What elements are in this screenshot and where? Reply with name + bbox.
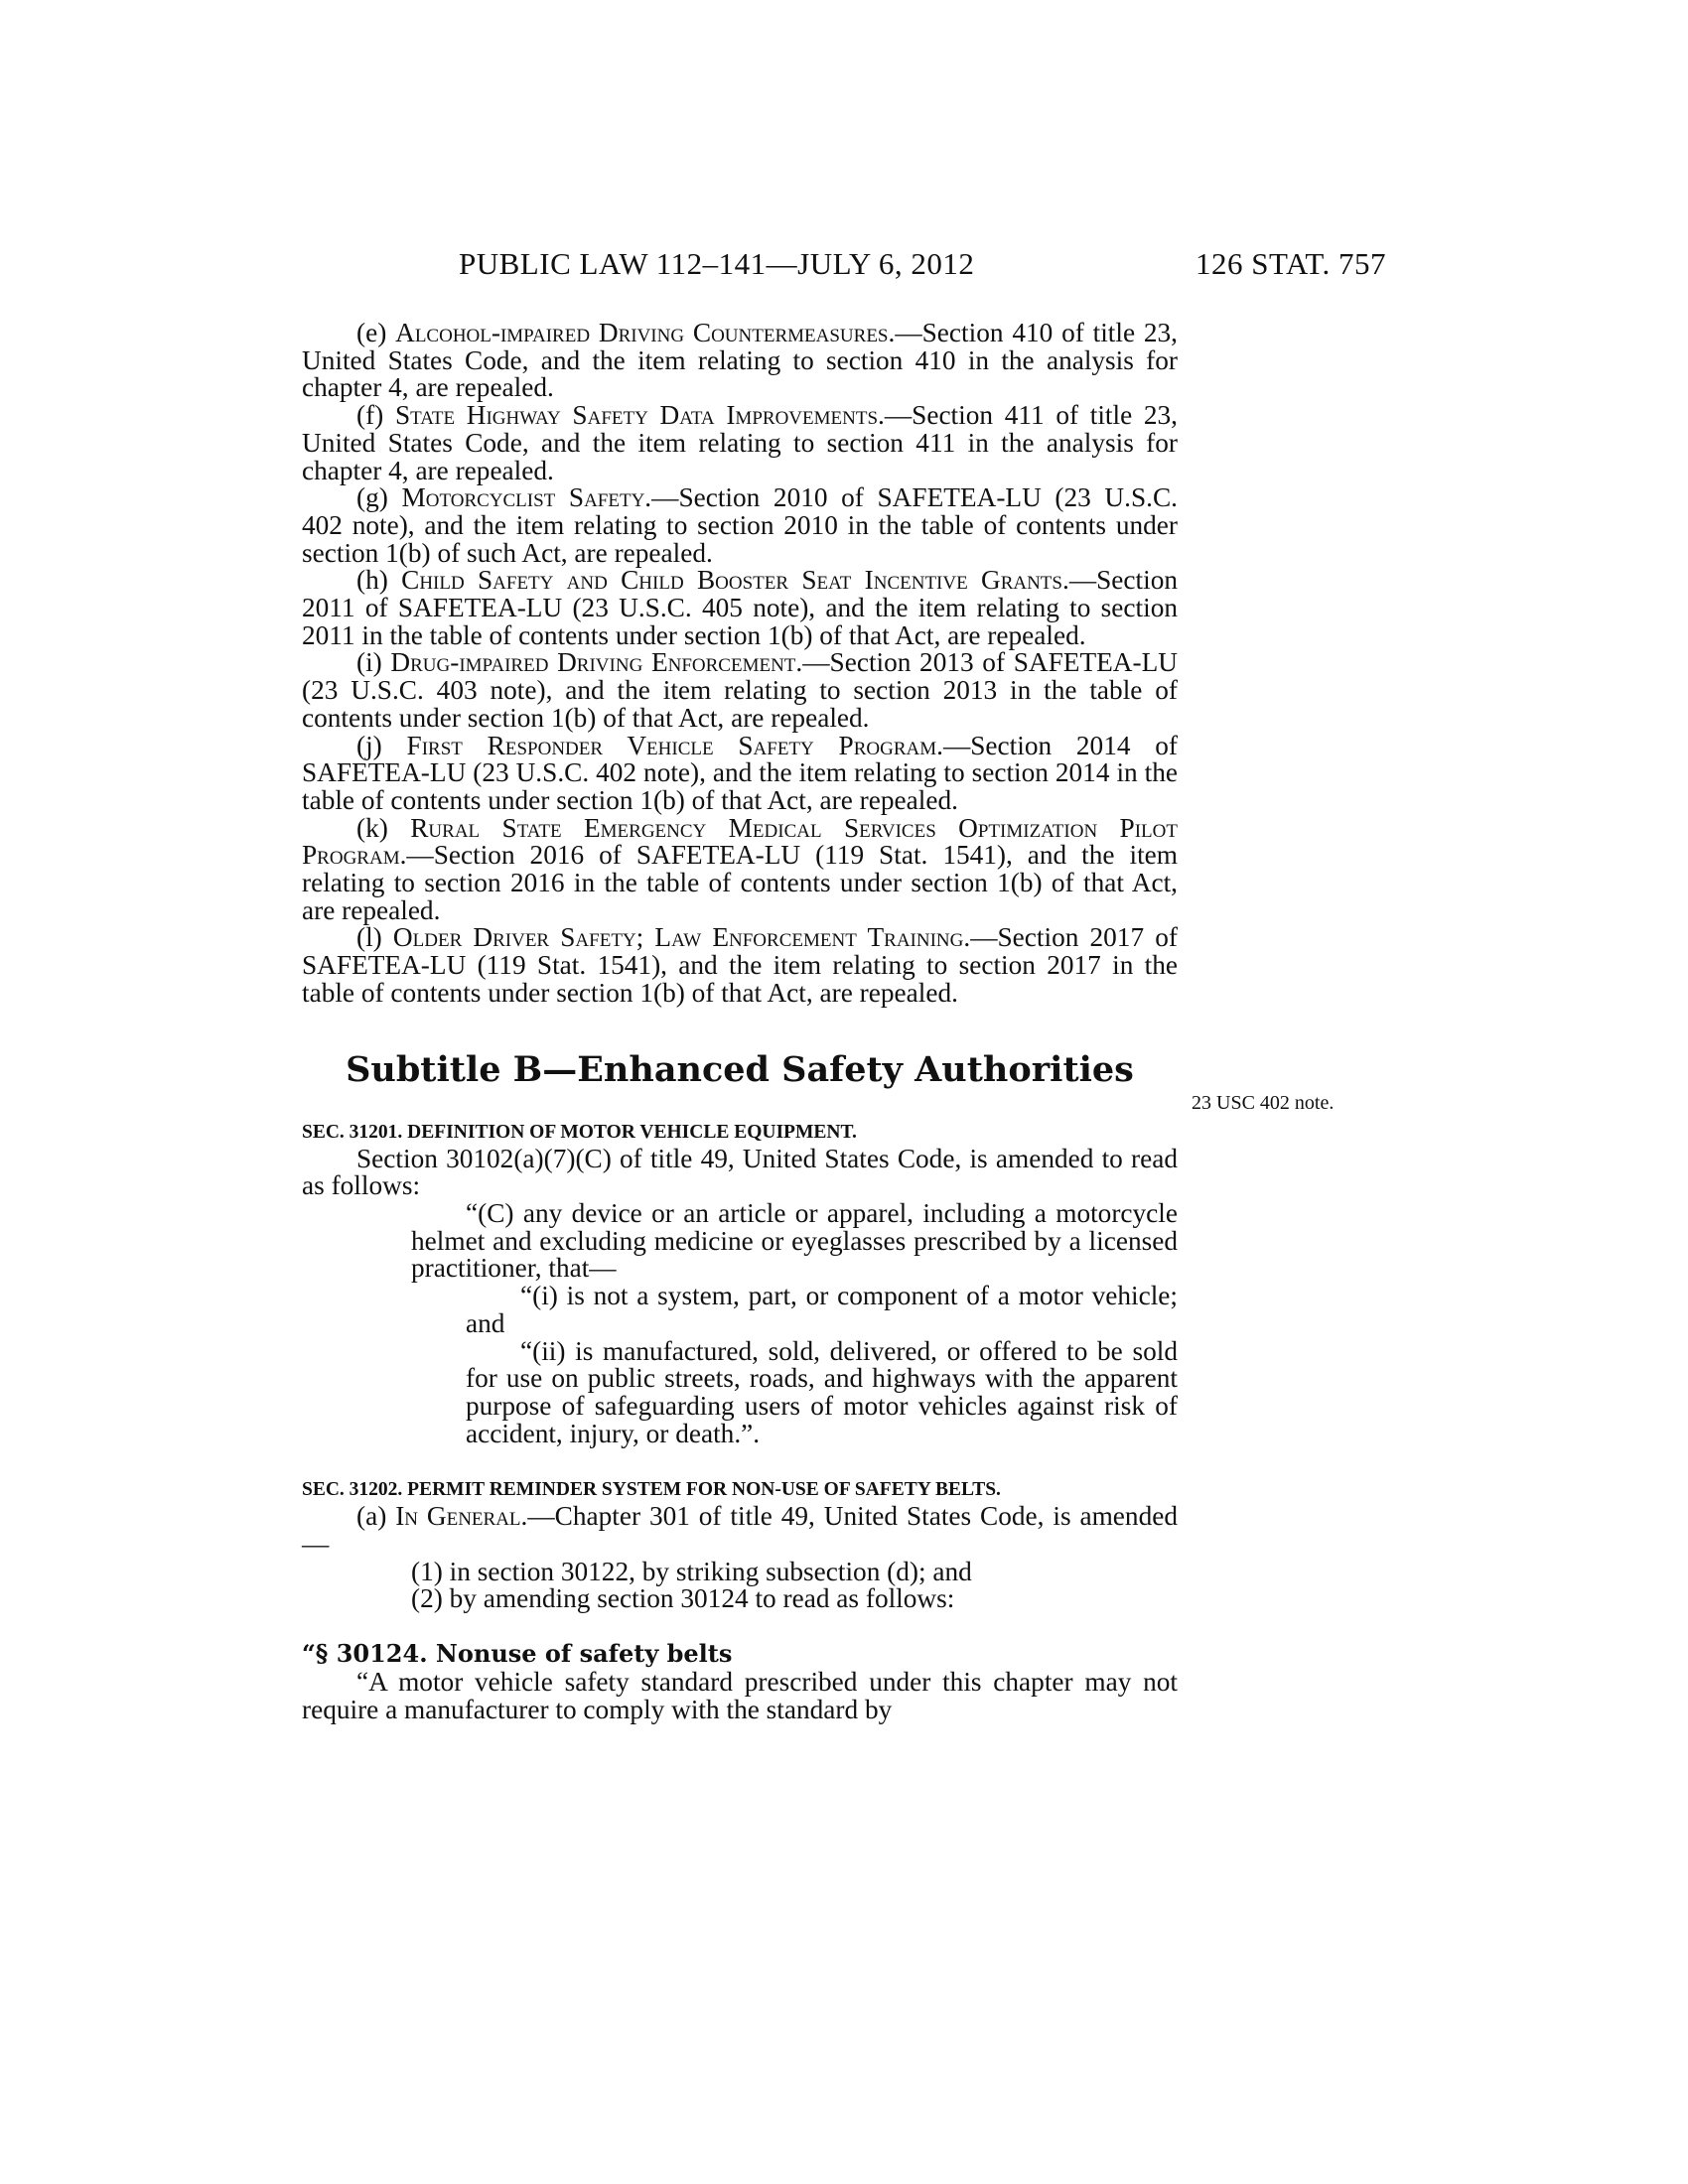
- section-31202-heading: SEC. 31202. PERMIT REMINDER SYSTEM FOR NON-USE OF SAFETY BELTS.: [302, 1479, 1001, 1501]
- paragraph-e: [302, 320, 1178, 402]
- paragraph-h: [302, 567, 1178, 649]
- paragraph-heading: State Highway Safety Data Improvements.: [394, 400, 885, 431]
- list-item-2: (2) by amending section 30124 to read as follows:: [411, 1583, 955, 1614]
- paragraph-g: [302, 484, 1178, 567]
- paragraph-label: (l): [356, 922, 382, 953]
- subsection-a: [302, 1503, 1178, 1558]
- paragraph-label: (j): [356, 730, 382, 760]
- paragraph-i: [302, 649, 1178, 732]
- paragraph-label: (i): [356, 647, 382, 678]
- paragraph-l: [302, 924, 1178, 1007]
- page-number: 126 STAT. 757: [1196, 246, 1387, 281]
- document-body: [302, 320, 1178, 1724]
- section-31201-intro: Section 30102(a)(7)(C) of title 49, United States Code, is amended to read as follows:: [302, 1143, 1178, 1201]
- paragraph-heading: First Responder Vehicle Safety Program.: [406, 730, 943, 760]
- paragraph-heading: Child Safety and Child Booster Seat Incentive Grants.: [401, 565, 1069, 596]
- paragraph-k: [302, 812, 1178, 925]
- paragraph-text: —Section 2014 of SAFETEA-LU (23 U.S.C. 402 note), and the item relating to section 2014 in the table of contents under section 1(b) of that Act, are repealed.: [302, 730, 1179, 815]
- paragraph-text: —Section 2016 of SAFETEA-LU (119 Stat. 1541), and the item relating to section 2016 in the table of contents under section 1(b) of that Act, are repealed.: [302, 840, 1178, 925]
- paragraph-text: —Section 2013 of SAFETEA-LU (23 U.S.C. 403 note), and the item relating to section 2013 in the table of contents under section 1(b) of that Act, are repealed.: [302, 647, 1178, 733]
- paragraph-f: [302, 402, 1178, 484]
- paragraph-label: (g): [356, 482, 388, 513]
- subtitle-heading: Subtitle B—Enhanced Safety Authorities: [346, 1048, 1134, 1090]
- paragraph-text: —Section 2010 of SAFETEA-LU (23 U.S.C. 402 note), and the item relating to section 2010 in the table of contents under section 1(b) of such Act, are repealed.: [302, 482, 1178, 568]
- running-header-title: PUBLIC LAW 112–141—JULY 6, 2012: [459, 246, 975, 281]
- section-31201-heading: SEC. 31201. DEFINITION OF MOTOR VEHICLE EQUIPMENT.: [302, 1121, 857, 1143]
- clause-c: “(C) any device or an article or apparel, including a motorcycle helmet and excluding medicine or eyeglasses prescribed by a licensed practitioner, that—: [411, 1197, 1178, 1284]
- paragraph-text: —Chapter 301 of title 49, United States Code, is amended—: [302, 1501, 1178, 1560]
- clause-i: “(i) is not a system, part, or component of a motor vehicle; and: [466, 1281, 1178, 1338]
- clause-ii: “(ii) is manufactured, sold, delivered, or offered to be sold for use on public streets, roads, and highways with the apparent purpose of safeguarding users of motor vehicles against risk of accident, injury, or death.”.: [466, 1335, 1178, 1448]
- paragraph-text: —Section 2017 of SAFETEA-LU (119 Stat. 1541), and the item relating to section 2017 in the table of contents under section 1(b) of that Act, are repealed.: [302, 922, 1178, 1008]
- list-item-1: (1) in section 30122, by striking subsection (d); and: [411, 1556, 972, 1586]
- paragraph-text: —Section 411 of title 23, United States Code, and the item relating to section 411 in the analysis for chapter 4, are repealed.: [302, 400, 1178, 485]
- paragraph-label: (k): [356, 812, 388, 843]
- paragraph-text: —Section 410 of title 23, United States Code, and the item relating to section 410 in the analysis for chapter 4, are repealed.: [302, 318, 1179, 403]
- paragraph-j: [302, 730, 1179, 815]
- paragraph-label: (f): [356, 400, 384, 431]
- paragraph-label: (h): [356, 565, 388, 596]
- paragraph-heading: Older Driver Safety; Law Enforcement Training.: [392, 922, 971, 953]
- margin-note: 23 USC 402 note.: [1192, 1092, 1335, 1114]
- paragraph-label: (a): [356, 1501, 387, 1532]
- paragraph-label: (e): [356, 318, 387, 347]
- paragraph-heading: In General.: [395, 1501, 528, 1532]
- paragraph-heading: Rural State Emergency Medical Services Optimization Pilot Program.: [302, 812, 1178, 871]
- paragraph-heading: Motorcyclist Safety.: [401, 482, 652, 513]
- paragraph-text: —Section 2011 of SAFETEA-LU (23 U.S.C. 405 note), and the item relating to section 2011 in the table of contents under section 1(b) of that Act, are repealed.: [302, 565, 1178, 650]
- section-30124-title: “§ 30124. Nonuse of safety belts: [302, 1639, 733, 1669]
- section-30124-text: “A motor vehicle safety standard prescribed under this chapter may not require a manufacturer to comply with the standard by: [302, 1667, 1178, 1724]
- paragraph-heading: Alcohol-impaired Driving Countermeasures.: [395, 318, 896, 347]
- paragraph-heading: Drug-impaired Driving Enforcement.: [390, 647, 803, 678]
